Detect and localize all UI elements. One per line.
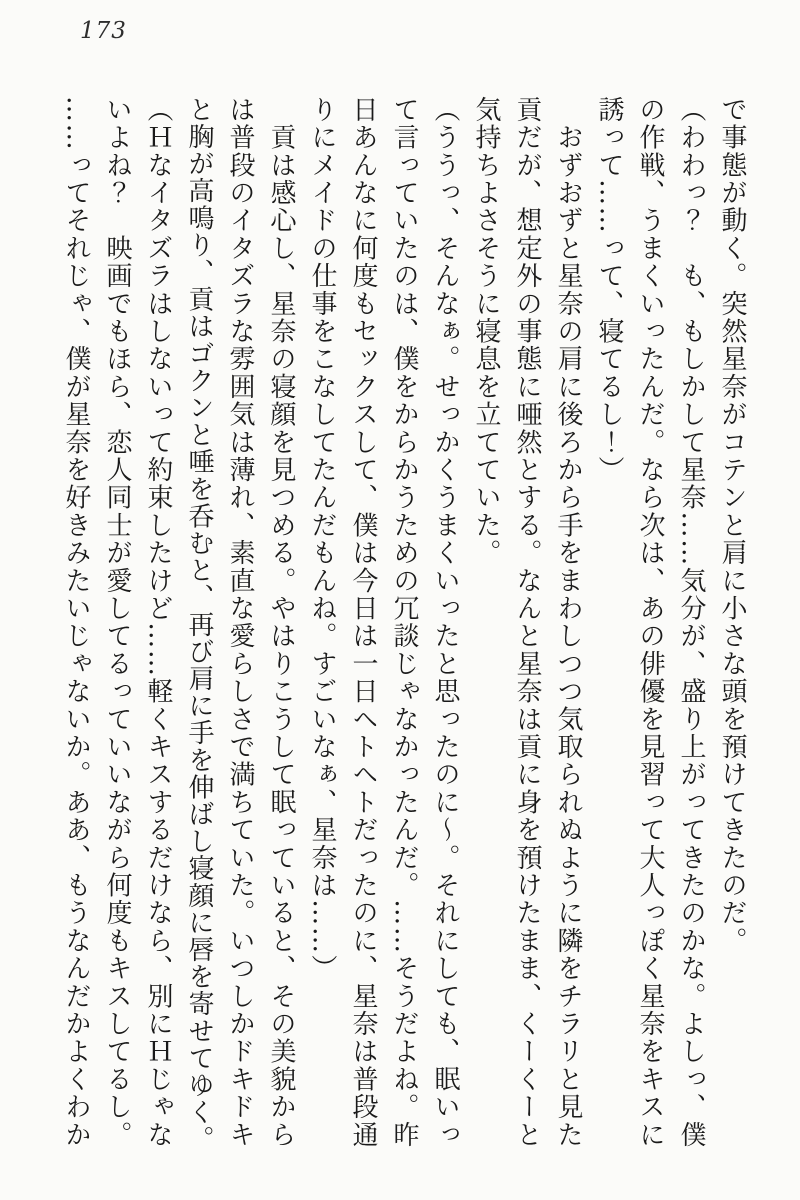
text-column: の作戦、うまくいったんだ。なら次は、あの俳優を見習って大人っぽく星奈をキスに bbox=[635, 96, 665, 1149]
text-column: （Ｈなイタズラはしないって約束したけど……軽くキスするだけなら、別にＨじゃな bbox=[143, 96, 173, 1149]
novel-text-block bbox=[55, 96, 752, 1152]
text-column: は普段のイタズラな雰囲気は薄れ、素直な愛らしさで満ちていた。いつしかドキドキ bbox=[225, 96, 255, 1149]
page-number: 173 bbox=[80, 18, 127, 44]
text-column: て言っていたのは、僕をからかうための冗談じゃなかったんだ。……そうだよね。昨 bbox=[389, 96, 419, 1149]
text-column: りにメイドの仕事をこなしてたんだもんね。すごいなぁ、星奈は……） bbox=[307, 96, 337, 983]
text-column: 貢だが、想定外の事態に唖然とする。なんと星奈は貢に身を預けたまま、くーくーと bbox=[512, 96, 542, 1149]
text-column: 誘って……って、寝てるし！） bbox=[594, 96, 624, 484]
text-column: で事態が動く。突然星奈がコテンと肩に小さな頭を預けてきたのだ。 bbox=[717, 96, 747, 955]
text-column: 日あんなに何度もセックスして、僕は今日は一日ヘトヘトだったのに、星奈は普段通 bbox=[348, 96, 378, 1149]
text-column: おずおずと星奈の肩に後ろから手をまわしつつ気取られぬように隣をチラリと見た bbox=[553, 96, 583, 1149]
text-column: 気持ちよさそうに寝息を立てていた。 bbox=[471, 96, 501, 567]
text-column: いよね？ 映画でもほら、恋人同士が愛してるっていいながら何度もキスしてるし。 bbox=[102, 96, 132, 1149]
text-column: （ううっ、そんなぁ。せっかくうまくいったと思ったのに〜。それにしても、眠いっ bbox=[430, 96, 460, 1149]
text-column: と胸が高鳴り、貢はゴクンと唾を呑むと、再び肩に手を伸ばし寝顔に唇を寄せてゆく。 bbox=[184, 96, 214, 1153]
text-column: ……ってそれじゃ、僕が星奈を好きみたいじゃないか。ああ、もうなんだかよくわか bbox=[61, 96, 91, 1149]
text-column: （わわっ？ も、もしかして星奈……気分が、盛り上がってきたのかな。よしっ、僕 bbox=[676, 96, 706, 1149]
text-column: 貢は感心し、星奈の寝顔を見つめる。やはりこうして眠っていると、その美貌から bbox=[266, 96, 296, 1149]
